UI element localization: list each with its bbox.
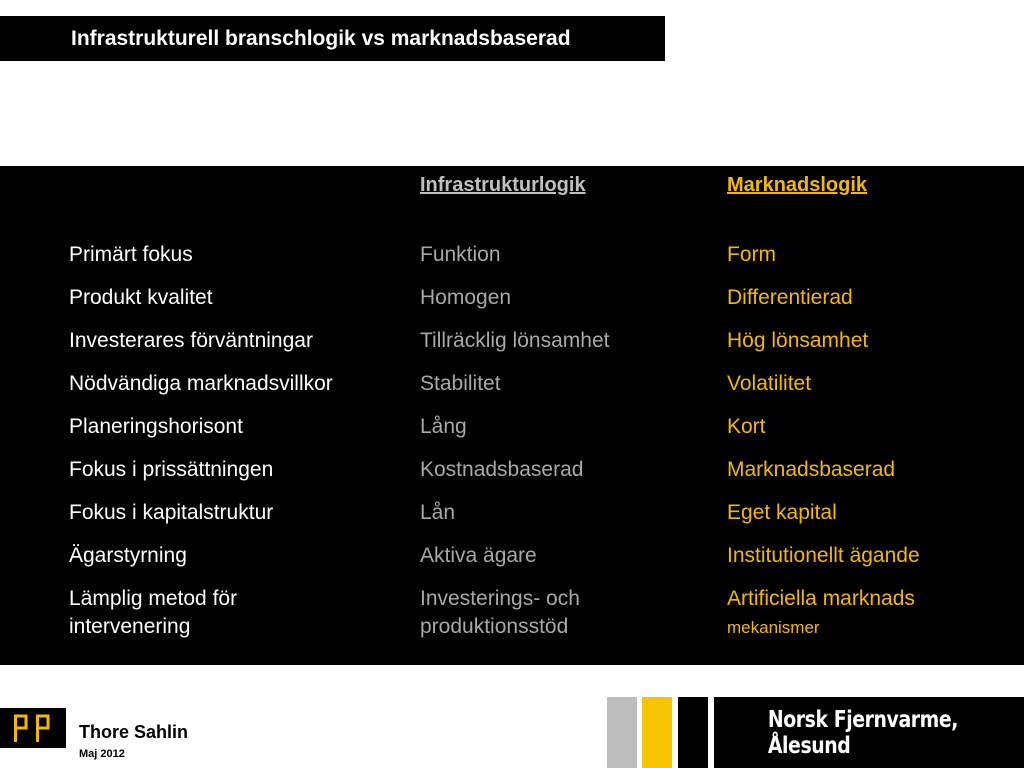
row-label: Nödvändiga marknadsvillkor <box>69 372 333 395</box>
slide-title <box>0 16 665 61</box>
row-label: Fokus i kapitalstruktur <box>69 501 274 524</box>
row-infra-value: Aktiva ägare <box>420 544 537 567</box>
row-infra-value: Investerings- och <box>420 587 580 610</box>
row-infra-value: Stabilitet <box>420 372 501 395</box>
decorative-stripe-gray <box>607 697 637 768</box>
slide-title-text: Infrastrukturell branschlogik vs marknadsbaserad <box>71 26 571 50</box>
row-label: Fokus i prissättningen <box>69 458 274 481</box>
presentation-date: Maj 2012 <box>79 748 125 760</box>
row-infra-value: Lång <box>420 415 467 438</box>
row-infra-value: Kostnadsbaserad <box>420 458 584 481</box>
brand-name: Norsk Fjernvarme, Ålesund <box>767 706 959 759</box>
row-infra-value: Tillräcklig lönsamhet <box>420 329 610 352</box>
row-market-value: Eget kapital <box>727 501 837 524</box>
row-market-value: Marknadsbaserad <box>727 458 896 481</box>
row-label-continued: intervenering <box>69 615 191 638</box>
row-label: Ägarstyrning <box>69 544 187 567</box>
row-market-value: Institutionellt ägande <box>727 544 920 567</box>
row-market-value: Artificiella marknads <box>727 587 915 610</box>
row-infra-value: Funktion <box>420 243 501 266</box>
row-infra-value: Homogen <box>420 286 512 309</box>
row-label: Planeringshorisont <box>69 415 243 438</box>
row-market-value: Differentierad <box>727 286 853 309</box>
row-market-value: Volatilitet <box>727 372 812 395</box>
row-label: Primärt fokus <box>69 243 193 266</box>
row-label: Produkt kvalitet <box>69 286 213 309</box>
column-header-infrastrukturlogik: Infrastrukturlogik <box>420 174 586 196</box>
row-label: Lämplig metod för <box>69 587 238 610</box>
row-infra-value: Lån <box>420 501 456 524</box>
row-label: Investerares förväntningar <box>69 329 313 352</box>
row-market-value-continued: mekanismer <box>727 618 820 637</box>
row-infra-value-continued: produktionsstöd <box>420 615 569 638</box>
brand-footer <box>714 697 1024 768</box>
row-market-value: Hög lönsamhet <box>727 329 869 352</box>
decorative-stripe-yellow <box>642 697 672 768</box>
row-market-value: Kort <box>727 415 766 438</box>
decorative-stripe-black <box>678 697 708 768</box>
column-header-marknadslogik: Marknadslogik <box>727 174 868 196</box>
pp-logo-icon <box>0 708 66 748</box>
author-name: Thore Sahlin <box>79 722 189 742</box>
row-market-value: Form <box>727 243 776 266</box>
